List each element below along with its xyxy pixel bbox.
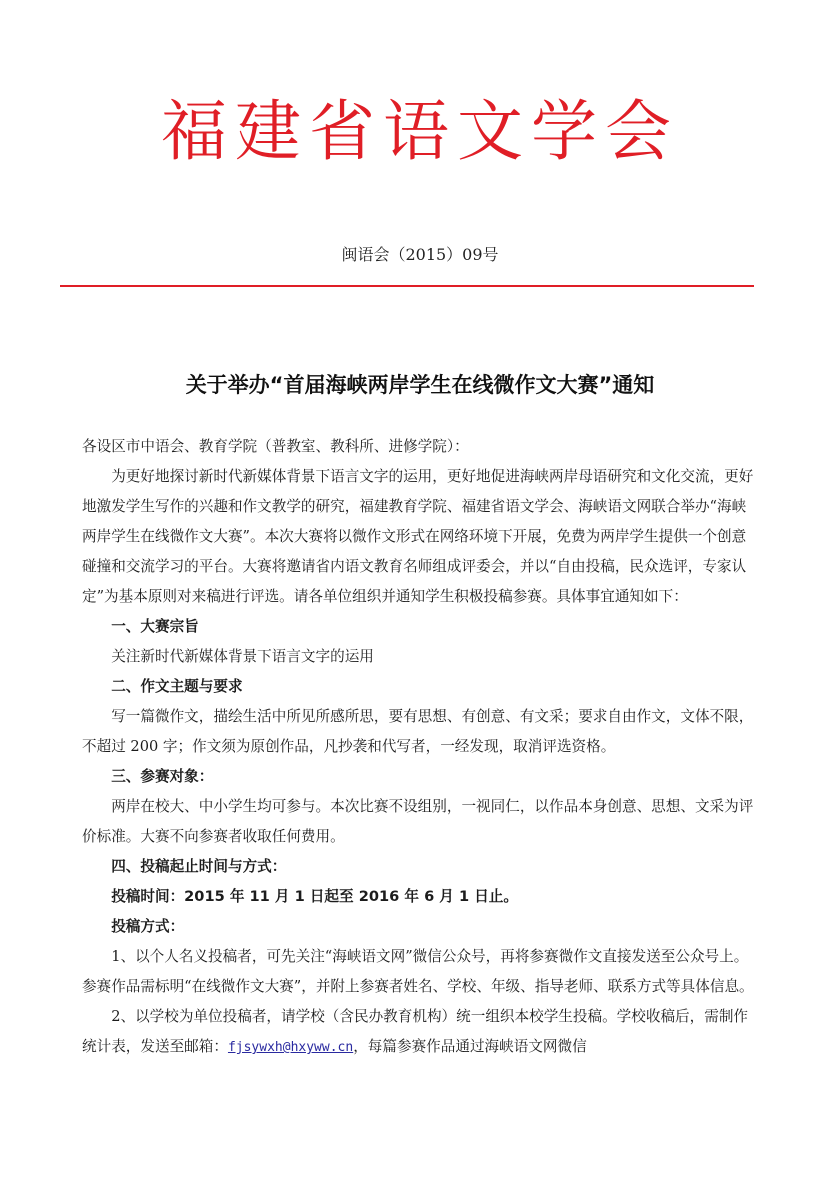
intro-paragraph: 为更好地探讨新时代新媒体背景下语言文字的运用，更好地促进海峡两岸母语研究和文化交流，更好地激发学生写作的兴趣和作文教学的研究，福建教育学院、福建省语文学会、海峡语文网联合举办“海峡两岸学生在线微作文大赛”。本次大赛将以微作文形式在网络环境下开展，免费为两岸学生提供一个创意碰撞和交流学习的平台。大赛将邀请省内语文教育名师组成评委会，并以“自由投稿，民众选评，专家认定”为基本原则对来稿进行评选。请各单位组织并通知学生积极投稿参赛。具体事宜通知如下： [82,468,754,605]
submission-school-text: 2、以学校为单位投稿者，请学校（含民办教育机构）统一组织本校学生投稿。学校收稿后，需制作统计表，发送至邮箱： [82,1008,749,1055]
section-heading-purpose: 一、大赛宗旨 [111,618,199,635]
submission-time: 投稿时间：2015 年 11 月 1 日起至 2016 年 6 月 1 日止。 [111,888,518,905]
notice-body [82,432,754,1063]
section-paragraph-purpose: 关注新时代新媒体背景下语言文字的运用 [111,648,374,665]
submission-method-school [82,1002,754,1063]
red-divider-line [60,285,754,287]
addressee: 各设区市中语会、教育学院（普教室、教科所、进修学院）： [82,438,469,455]
document-number: 闽语会（2015）09号 [341,245,499,264]
email-link[interactable]: fjsywxh@hxyww.cn [227,1040,354,1055]
section-heading-submission: 四、投稿起止时间与方式： [111,858,287,875]
submission-school-text-cont: ，每篇参赛作品通过海峡语文网微信 [353,1038,587,1055]
submission-method-individual: 1、以个人名义投稿者，可先关注“海峡语文网”微信公众号，再将参赛微作文直接发送至公众号上。参赛作品需标明“在线微作文大赛”，并附上参赛者姓名、学校、年级、指导老师、联系方式等具体信息。 [82,948,754,995]
submission-method-heading: 投稿方式： [111,918,185,935]
section-paragraph-participants: 两岸在校大、中小学生均可参与。本次比赛不设组别，一视同仁，以作品本身创意、思想、文采为评价标准。大赛不向参赛者收取任何费用。 [82,798,754,845]
notice-title: 关于举办“首届海峡两岸学生在线微作文大赛”通知 [185,373,655,397]
section-heading-participants: 三、参赛对象： [111,768,214,785]
section-heading-theme: 二、作文主题与要求 [111,678,243,695]
section-paragraph-theme: 写一篇微作文，描绘生活中所见所感所思，要有思想、有创意、有文采；要求自由作文，文体不限，不超过 200 字；作文须为原创作品，凡抄袭和代写者，一经发现，取消评选资格。 [82,708,754,755]
organization-header: 福建省语文学会 [161,93,679,170]
